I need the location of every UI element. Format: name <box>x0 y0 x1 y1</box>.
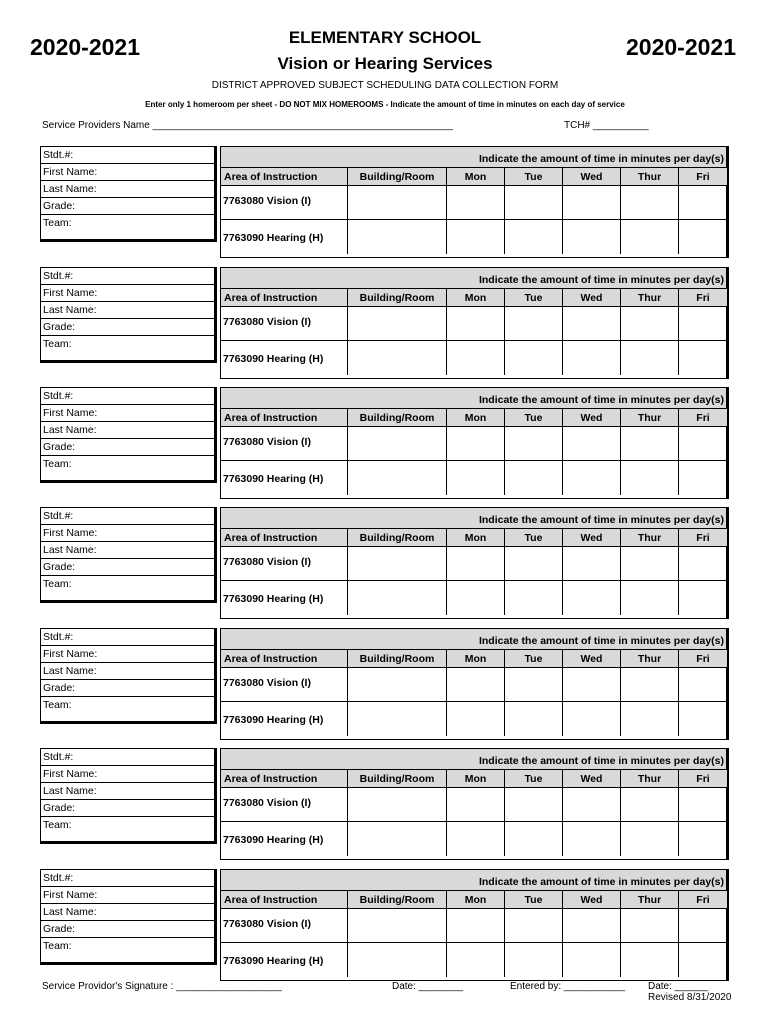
minutes-input-cell[interactable] <box>621 220 679 254</box>
column-header: Mon <box>447 409 505 427</box>
student-block <box>40 146 729 258</box>
column-header: Building/Room <box>348 529 447 547</box>
row-label: 7763080 Vision (I) <box>223 316 311 328</box>
minutes-input-cell[interactable] <box>679 220 727 254</box>
time-instruction-header: Indicate the amount of time in minutes per day(s) <box>478 394 724 406</box>
minutes-input-cell[interactable] <box>621 702 679 736</box>
minutes-input-cell[interactable] <box>679 668 727 702</box>
column-header: Thur <box>621 891 679 909</box>
column-header: Building/Room <box>348 409 447 427</box>
column-header: Mon <box>447 529 505 547</box>
row-label-cell <box>221 581 348 615</box>
entered-by-field[interactable]: Entered by: ___________ <box>510 981 626 992</box>
student-field[interactable]: Stdt.#: <box>41 749 214 766</box>
row-label: 7763080 Vision (I) <box>223 195 311 207</box>
column-header: Building/Room <box>348 650 447 668</box>
form-title: ELEMENTARY SCHOOL <box>288 28 482 47</box>
minutes-input-cell[interactable] <box>621 581 679 615</box>
service-grid <box>220 628 729 740</box>
minutes-input-cell[interactable] <box>679 186 727 220</box>
row-label-cell <box>221 668 348 702</box>
column-header: Tue <box>505 168 563 186</box>
student-field[interactable]: Last Name: <box>41 783 214 800</box>
column-header: Area of Instruction <box>221 289 348 307</box>
student-field[interactable]: Team: <box>43 819 72 831</box>
minutes-input-cell[interactable] <box>348 427 447 461</box>
minutes-input-cell[interactable] <box>447 220 505 254</box>
minutes-input-cell[interactable] <box>348 822 447 856</box>
row-label: 7763080 Vision (I) <box>223 556 311 568</box>
row-label-cell <box>221 427 348 461</box>
minutes-input-cell[interactable] <box>563 186 621 220</box>
column-header: Fri <box>679 289 727 307</box>
minutes-input-cell[interactable] <box>505 943 563 977</box>
row-label: 7763090 Hearing (H) <box>223 473 324 485</box>
student-field[interactable]: Last Name: <box>41 302 214 319</box>
minutes-input-cell[interactable] <box>505 341 563 375</box>
student-field[interactable]: Grade: <box>41 319 214 336</box>
minutes-input-cell[interactable] <box>348 547 447 581</box>
student-field[interactable]: Stdt.#: <box>41 388 214 405</box>
minutes-input-cell[interactable] <box>679 341 727 375</box>
row-label-cell <box>221 307 348 341</box>
row-label-cell <box>221 702 348 736</box>
minutes-input-cell[interactable] <box>505 581 563 615</box>
student-field[interactable]: Grade: <box>41 439 214 456</box>
column-header: Thur <box>621 529 679 547</box>
minutes-input-cell[interactable] <box>563 220 621 254</box>
service-grid <box>220 146 729 258</box>
column-header: Mon <box>447 770 505 788</box>
student-block <box>40 387 729 499</box>
student-field[interactable]: First Name: <box>41 766 214 783</box>
minutes-input-cell[interactable] <box>505 909 563 943</box>
minutes-input-cell[interactable] <box>348 581 447 615</box>
minutes-input-cell[interactable] <box>679 702 727 736</box>
minutes-input-cell[interactable] <box>348 307 447 341</box>
minutes-input-cell[interactable] <box>348 788 447 822</box>
column-header: Area of Instruction <box>221 409 348 427</box>
student-field[interactable]: Team: <box>43 578 72 590</box>
column-header: Tue <box>505 529 563 547</box>
year-right: 2020-2021 <box>626 34 736 60</box>
form-subtitle: Vision or Hearing Services <box>277 54 493 73</box>
column-header: Thur <box>621 168 679 186</box>
minutes-input-cell[interactable] <box>679 307 727 341</box>
student-info-box <box>40 387 217 483</box>
column-header: Wed <box>563 891 621 909</box>
student-field[interactable]: Team: <box>43 217 72 229</box>
row-label: 7763080 Vision (I) <box>223 436 311 448</box>
student-block <box>40 267 729 379</box>
column-header: Mon <box>447 650 505 668</box>
column-header: Area of Instruction <box>221 650 348 668</box>
minutes-input-cell[interactable] <box>505 702 563 736</box>
minutes-input-cell[interactable] <box>447 427 505 461</box>
minutes-input-cell[interactable] <box>505 461 563 495</box>
student-field[interactable]: Last Name: <box>41 904 214 921</box>
minutes-input-cell[interactable] <box>348 943 447 977</box>
minutes-input-cell[interactable] <box>348 909 447 943</box>
student-block <box>40 507 729 619</box>
student-field[interactable]: Last Name: <box>41 663 214 680</box>
minutes-input-cell[interactable] <box>505 220 563 254</box>
minutes-input-cell[interactable] <box>447 186 505 220</box>
minutes-input-cell[interactable] <box>447 341 505 375</box>
form-description: DISTRICT APPROVED SUBJECT SCHEDULING DATA COLLECTION FORM <box>211 80 559 91</box>
row-label-cell <box>221 461 348 495</box>
minutes-input-cell[interactable] <box>679 547 727 581</box>
time-instruction-header: Indicate the amount of time in minutes per day(s) <box>478 876 724 888</box>
column-header: Fri <box>679 529 727 547</box>
row-label: 7763090 Hearing (H) <box>223 714 324 726</box>
column-header: Wed <box>563 770 621 788</box>
minutes-input-cell[interactable] <box>348 461 447 495</box>
student-info-box <box>40 507 217 603</box>
row-label: 7763090 Hearing (H) <box>223 232 324 244</box>
minutes-input-cell[interactable] <box>679 943 727 977</box>
date2-field[interactable]: Date: ______ <box>648 981 709 992</box>
column-header: Building/Room <box>348 168 447 186</box>
minutes-input-cell[interactable] <box>447 668 505 702</box>
minutes-input-cell[interactable] <box>505 822 563 856</box>
student-field[interactable]: Last Name: <box>41 181 214 198</box>
minutes-input-cell[interactable] <box>447 788 505 822</box>
minutes-input-cell[interactable] <box>563 909 621 943</box>
column-header: Area of Instruction <box>221 770 348 788</box>
signature-field[interactable]: Service Providor's Signature : ___________________ <box>42 981 282 992</box>
column-header: Wed <box>563 529 621 547</box>
minutes-input-cell[interactable] <box>679 822 727 856</box>
student-field[interactable]: Grade: <box>41 800 214 817</box>
column-header: Wed <box>563 168 621 186</box>
column-header: Tue <box>505 891 563 909</box>
minutes-input-cell[interactable] <box>505 307 563 341</box>
row-label-cell <box>221 341 348 375</box>
minutes-input-cell[interactable] <box>447 909 505 943</box>
student-field[interactable]: First Name: <box>41 887 214 904</box>
minutes-input-cell[interactable] <box>348 186 447 220</box>
minutes-input-cell[interactable] <box>621 186 679 220</box>
student-field[interactable]: Grade: <box>41 198 214 215</box>
minutes-input-cell[interactable] <box>563 943 621 977</box>
minutes-input-cell[interactable] <box>679 788 727 822</box>
minutes-input-cell[interactable] <box>563 788 621 822</box>
minutes-input-cell[interactable] <box>621 307 679 341</box>
student-field[interactable]: Stdt.#: <box>41 268 214 285</box>
column-header: Fri <box>679 770 727 788</box>
row-label: 7763090 Hearing (H) <box>223 593 324 605</box>
student-block <box>40 748 729 860</box>
column-header: Wed <box>563 409 621 427</box>
row-label: 7763080 Vision (I) <box>223 677 311 689</box>
column-header: Tue <box>505 650 563 668</box>
minutes-input-cell[interactable] <box>621 341 679 375</box>
minutes-input-cell[interactable] <box>563 461 621 495</box>
minutes-input-cell[interactable] <box>679 461 727 495</box>
minutes-input-cell[interactable] <box>621 427 679 461</box>
minutes-input-cell[interactable] <box>348 702 447 736</box>
minutes-input-cell[interactable] <box>348 668 447 702</box>
student-field[interactable]: Team: <box>43 338 72 350</box>
row-label: 7763090 Hearing (H) <box>223 955 324 967</box>
minutes-input-cell[interactable] <box>447 822 505 856</box>
time-instruction-header: Indicate the amount of time in minutes per day(s) <box>478 635 724 647</box>
student-field[interactable]: Last Name: <box>41 542 214 559</box>
minutes-input-cell[interactable] <box>563 341 621 375</box>
student-field[interactable]: Team: <box>43 458 72 470</box>
minutes-input-cell[interactable] <box>505 788 563 822</box>
column-header: Mon <box>447 168 505 186</box>
student-info-box <box>40 869 217 965</box>
minutes-input-cell[interactable] <box>447 581 505 615</box>
row-label: 7763080 Vision (I) <box>223 797 311 809</box>
student-block <box>40 628 729 740</box>
column-header: Thur <box>621 409 679 427</box>
column-header: Fri <box>679 168 727 186</box>
time-instruction-header: Indicate the amount of time in minutes per day(s) <box>478 755 724 767</box>
student-info-box <box>40 146 217 242</box>
minutes-input-cell[interactable] <box>447 547 505 581</box>
student-field[interactable]: First Name: <box>41 405 214 422</box>
student-field[interactable]: Stdt.#: <box>41 629 214 646</box>
minutes-input-cell[interactable] <box>563 581 621 615</box>
form-instructions: Enter only 1 homeroom per sheet - DO NOT MIX HOMEROOMS - Indicate the amount of time in minutes on each day of service <box>145 100 625 109</box>
student-field[interactable]: Team: <box>43 940 72 952</box>
column-header: Building/Room <box>348 891 447 909</box>
minutes-input-cell[interactable] <box>505 427 563 461</box>
column-header: Tue <box>505 409 563 427</box>
minutes-input-cell[interactable] <box>447 307 505 341</box>
provider-name-field[interactable]: Service Providers Name ______________________________________________________ <box>42 120 453 131</box>
row-label-cell <box>221 909 348 943</box>
minutes-input-cell[interactable] <box>563 547 621 581</box>
student-field[interactable]: Stdt.#: <box>41 147 214 164</box>
minutes-input-cell[interactable] <box>621 943 679 977</box>
column-header: Fri <box>679 409 727 427</box>
minutes-input-cell[interactable] <box>563 668 621 702</box>
column-header: Wed <box>563 289 621 307</box>
minutes-input-cell[interactable] <box>679 909 727 943</box>
column-header: Area of Instruction <box>221 168 348 186</box>
row-label-cell <box>221 822 348 856</box>
student-info-box <box>40 748 217 844</box>
minutes-input-cell[interactable] <box>621 547 679 581</box>
row-label-cell <box>221 186 348 220</box>
minutes-input-cell[interactable] <box>447 461 505 495</box>
row-label-cell <box>221 220 348 254</box>
minutes-input-cell[interactable] <box>563 307 621 341</box>
minutes-input-cell[interactable] <box>679 581 727 615</box>
minutes-input-cell[interactable] <box>348 220 447 254</box>
student-field[interactable]: Stdt.#: <box>41 508 214 525</box>
column-header: Fri <box>679 650 727 668</box>
service-grid <box>220 507 729 619</box>
student-info-box <box>40 267 217 363</box>
column-header: Mon <box>447 891 505 909</box>
minutes-input-cell[interactable] <box>505 668 563 702</box>
column-header: Building/Room <box>348 289 447 307</box>
column-header: Area of Instruction <box>221 891 348 909</box>
column-header: Thur <box>621 289 679 307</box>
student-block <box>40 869 729 981</box>
student-field[interactable]: Stdt.#: <box>41 870 214 887</box>
minutes-input-cell[interactable] <box>505 186 563 220</box>
tch-field[interactable]: TCH# __________ <box>564 120 649 131</box>
column-header: Area of Instruction <box>221 529 348 547</box>
student-field[interactable]: Grade: <box>41 921 214 938</box>
time-instruction-header: Indicate the amount of time in minutes per day(s) <box>478 153 724 165</box>
time-instruction-header: Indicate the amount of time in minutes per day(s) <box>478 274 724 286</box>
minutes-input-cell[interactable] <box>563 427 621 461</box>
minutes-input-cell[interactable] <box>679 427 727 461</box>
row-label: 7763090 Hearing (H) <box>223 353 324 365</box>
time-instruction-header: Indicate the amount of time in minutes per day(s) <box>478 514 724 526</box>
year-left: 2020-2021 <box>30 34 140 60</box>
row-label-cell <box>221 943 348 977</box>
column-header: Fri <box>679 891 727 909</box>
student-field[interactable]: First Name: <box>41 164 214 181</box>
student-field[interactable]: Grade: <box>41 680 214 697</box>
minutes-input-cell[interactable] <box>621 788 679 822</box>
student-field[interactable]: Last Name: <box>41 422 214 439</box>
column-header: Thur <box>621 650 679 668</box>
column-header: Building/Room <box>348 770 447 788</box>
row-label: 7763090 Hearing (H) <box>223 834 324 846</box>
service-grid <box>220 869 729 981</box>
student-field[interactable]: First Name: <box>41 285 214 302</box>
student-info-box <box>40 628 217 724</box>
student-field[interactable]: First Name: <box>41 525 214 542</box>
minutes-input-cell[interactable] <box>505 547 563 581</box>
column-header: Thur <box>621 770 679 788</box>
minutes-input-cell[interactable] <box>621 909 679 943</box>
row-label-cell <box>221 547 348 581</box>
row-label: 7763080 Vision (I) <box>223 918 311 930</box>
minutes-input-cell[interactable] <box>348 341 447 375</box>
minutes-input-cell[interactable] <box>447 943 505 977</box>
minutes-input-cell[interactable] <box>621 822 679 856</box>
minutes-input-cell[interactable] <box>563 702 621 736</box>
minutes-input-cell[interactable] <box>447 702 505 736</box>
column-header: Tue <box>505 770 563 788</box>
row-label-cell <box>221 788 348 822</box>
student-field[interactable]: First Name: <box>41 646 214 663</box>
student-field[interactable]: Team: <box>43 699 72 711</box>
column-header: Tue <box>505 289 563 307</box>
service-grid <box>220 748 729 860</box>
column-header: Wed <box>563 650 621 668</box>
minutes-input-cell[interactable] <box>621 668 679 702</box>
service-grid <box>220 387 729 499</box>
date-field[interactable]: Date: ________ <box>392 981 464 992</box>
column-header: Mon <box>447 289 505 307</box>
student-field[interactable]: Grade: <box>41 559 214 576</box>
minutes-input-cell[interactable] <box>563 822 621 856</box>
minutes-input-cell[interactable] <box>621 461 679 495</box>
service-grid <box>220 267 729 379</box>
revised-date: Revised 8/31/2020 <box>648 992 732 1003</box>
